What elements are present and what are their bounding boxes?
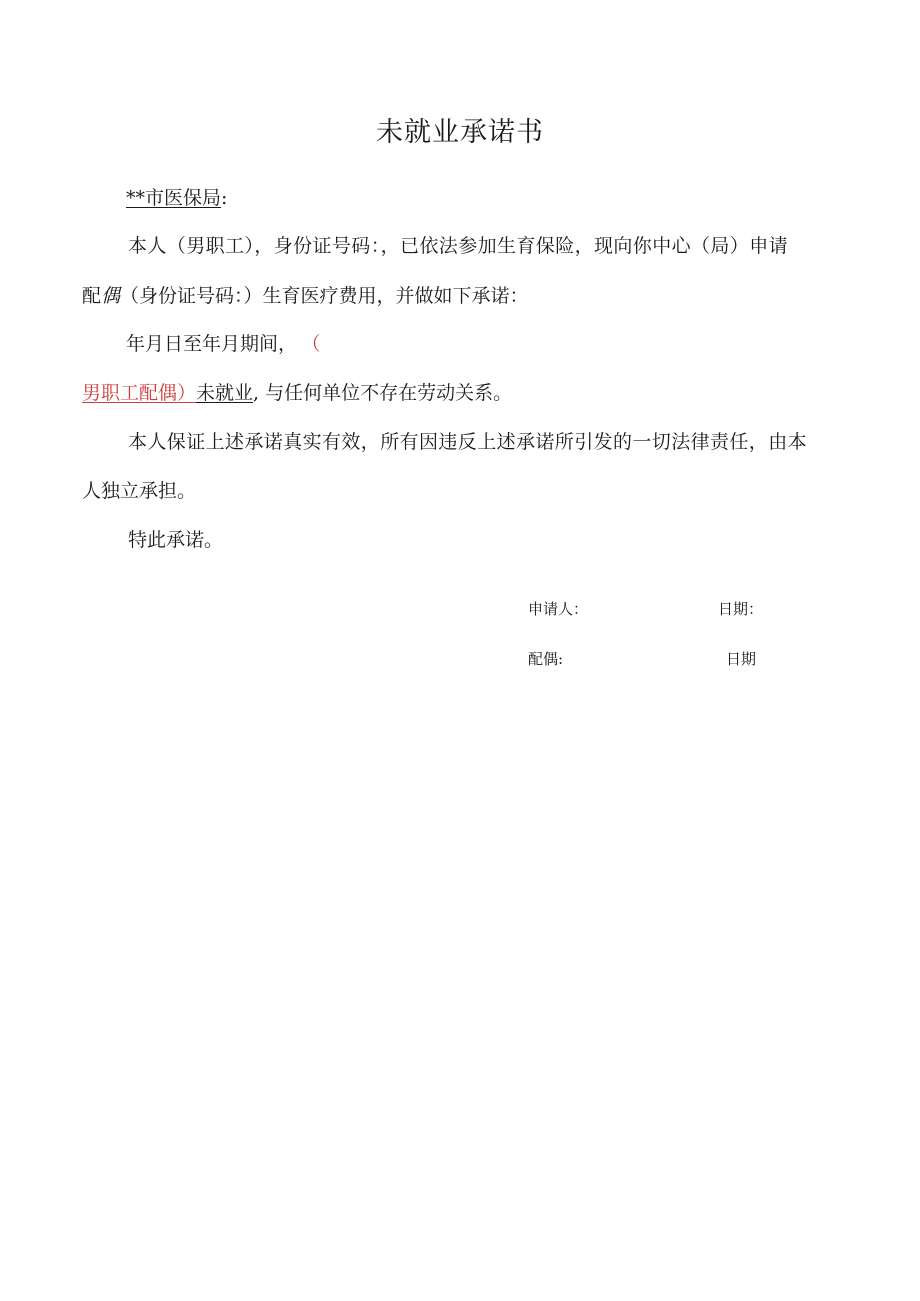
- spouse-char-2: 偶: [101, 285, 121, 307]
- spouse-label-red: 男职工配偶）: [82, 382, 197, 404]
- date-period-text: 年月日至年月期间，: [126, 333, 298, 355]
- document-title: 未就业承诺书: [376, 117, 544, 148]
- addressee-line: [126, 183, 227, 213]
- open-bracket-red: （: [311, 333, 321, 355]
- paragraph-2-line-1: [126, 329, 321, 359]
- unemployed-text: 未就业: [196, 382, 254, 404]
- closing-text: 特此承诺。: [128, 529, 224, 551]
- paragraph-1-line-2-text: （身份证号码：）生育医疗费用，并做如下承诺：: [120, 285, 529, 307]
- paragraph-3-line-1: 本人保证上述承诺真实有效，所有因违反上述承诺所引发的一切法律责任，由本: [128, 431, 808, 453]
- paragraph-1-line-1: 本人（男职工），身份证号码：，已依法参加生育保险，现向你中心（局）申请: [128, 235, 789, 257]
- addressee-colon: :: [221, 187, 228, 209]
- paragraph-2-line-2: [82, 378, 512, 408]
- spouse-char-1: 配: [82, 285, 102, 307]
- no-labor-relation-text: , 与任何单位不存在劳动关系。: [253, 382, 513, 404]
- applicant-label: 申请人：: [528, 600, 589, 618]
- applicant-date-label: 日期：: [718, 600, 764, 618]
- addressee: **市医保局: [126, 187, 222, 209]
- spouse-signature-label: 配偶:: [528, 650, 564, 668]
- paragraph-3-line-2: 人独立承担。: [82, 480, 197, 502]
- paragraph-1-line-2: [82, 281, 529, 311]
- spouse-date-label: 日期: [726, 650, 757, 668]
